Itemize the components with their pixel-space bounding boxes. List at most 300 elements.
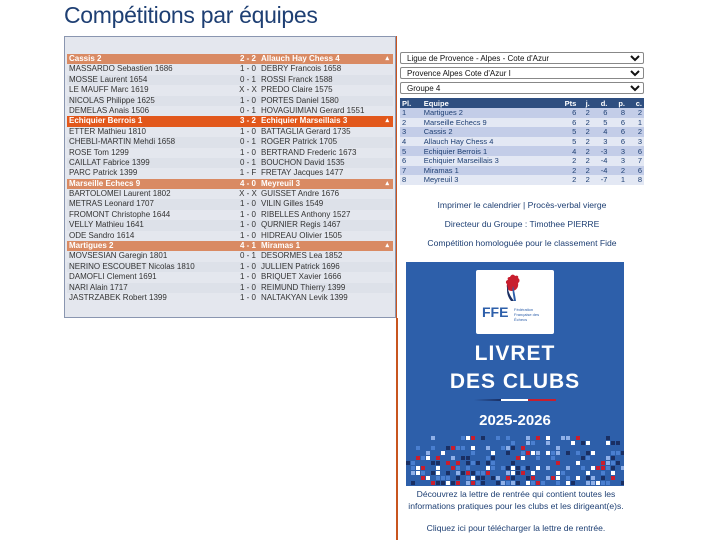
- pixel-square: [586, 451, 590, 455]
- standings-cell: 2: [609, 166, 627, 176]
- score: 1 - 0: [239, 209, 256, 219]
- pixel-square: [431, 436, 435, 440]
- pixel-square: [451, 466, 455, 470]
- pixel-square: [506, 436, 510, 440]
- home-player: ROSE Tom 1299: [69, 147, 129, 157]
- pixel-square: [566, 436, 570, 440]
- home-player: BARTOLOMEI Laurent 1802: [69, 189, 171, 199]
- pixel-square: [476, 476, 480, 480]
- pixel-square: [611, 471, 615, 475]
- pixel-square: [611, 441, 615, 445]
- pixel-square: [556, 461, 560, 465]
- standings-cell: 8: [609, 108, 627, 118]
- pixel-square: [456, 446, 460, 450]
- pixel-square: [616, 461, 620, 465]
- standings-cell: 1: [400, 108, 422, 118]
- pixel-square: [576, 476, 580, 480]
- standings-header-row: [400, 98, 644, 108]
- score: 3 - 2: [239, 116, 256, 126]
- ffe-logo: [476, 270, 554, 334]
- score: 0 - 1: [239, 74, 256, 84]
- pixel-square: [591, 466, 595, 470]
- pixel-square: [586, 481, 590, 485]
- pixel-square: [536, 451, 540, 455]
- pixel-square: [621, 461, 624, 465]
- pixel-square: [556, 471, 560, 475]
- pixel-square: [621, 476, 624, 480]
- header-cell: Pl.: [400, 98, 422, 108]
- standings-row[interactable]: [400, 156, 644, 166]
- pixel-square: [536, 476, 540, 480]
- promo-download-link[interactable]: Cliquez ici pour télécharger la lettre de rentrée.: [426, 523, 606, 533]
- home-player: CHEBLI-MARTIN Mehdi 1658: [69, 137, 176, 147]
- pixel-square: [591, 451, 595, 455]
- pixel-square: [491, 461, 495, 465]
- pixel-square: [501, 481, 505, 485]
- pixel-square: [456, 466, 460, 470]
- pixel-square: [531, 476, 535, 480]
- pixel-square: [591, 461, 595, 465]
- pixel-square: [521, 451, 525, 455]
- standings-cell: 2: [552, 166, 578, 176]
- pixel-square: [586, 476, 590, 480]
- pixel-square: [461, 446, 465, 450]
- standings-cell: 6: [400, 156, 422, 166]
- pixel-square: [471, 436, 475, 440]
- pixel-square: [416, 436, 420, 440]
- score: 4 - 1: [239, 241, 256, 251]
- home-player: NICOLAS Philippe 1625: [69, 95, 155, 105]
- match-header-row[interactable]: [67, 241, 393, 251]
- standings-cell: 4: [400, 137, 422, 147]
- flag-stripe: [474, 399, 556, 401]
- pixel-square: [461, 436, 465, 440]
- game-row: [67, 262, 393, 272]
- away-player: VILIN Gilles 1549: [261, 199, 324, 209]
- pixel-square: [571, 481, 575, 485]
- pixel-square: [606, 441, 610, 445]
- pixel-square: [446, 481, 450, 485]
- competition-select[interactable]: [400, 67, 644, 79]
- pixel-square: [436, 446, 440, 450]
- away-player: BATTAGLIA Gerard 1735: [261, 126, 351, 136]
- collapse-arrow-icon[interactable]: ▴: [385, 242, 389, 250]
- pixel-square: [611, 461, 615, 465]
- home-player: JASTRZABEK Robert 1399: [69, 292, 167, 302]
- pixel-square: [466, 471, 470, 475]
- pixel-square: [441, 461, 445, 465]
- score: 1 - 0: [239, 147, 256, 157]
- score: 1 - 0: [239, 199, 256, 209]
- pixel-square: [481, 471, 485, 475]
- pixel-square: [521, 466, 525, 470]
- pixel-square: [606, 461, 610, 465]
- standings-cell: 6: [609, 127, 627, 137]
- game-row: [67, 168, 393, 178]
- home-team: Martigues 2: [69, 241, 114, 251]
- pixel-square: [611, 451, 615, 455]
- pixel-square: [416, 446, 420, 450]
- pixel-square: [411, 461, 415, 465]
- pixel-square: [486, 461, 490, 465]
- home-player: ETTER Mathieu 1810: [69, 126, 146, 136]
- pixel-square: [486, 476, 490, 480]
- pixel-square: [456, 481, 460, 485]
- pixel-square: [411, 471, 415, 475]
- pixel-square: [446, 471, 450, 475]
- logo-subtext: Fédération Française des Échecs: [514, 307, 540, 322]
- pixel-square: [601, 481, 605, 485]
- standings-row[interactable]: [400, 175, 644, 185]
- pixel-square: [511, 466, 515, 470]
- home-player: DAMOFLI Clement 1691: [69, 272, 157, 282]
- match-header-row[interactable]: [67, 179, 393, 189]
- home-player: VELLY Mathieu 1641: [69, 220, 144, 230]
- pixel-square: [516, 471, 520, 475]
- pixel-square: [451, 481, 455, 485]
- pixel-square: [516, 481, 520, 485]
- pixel-square: [411, 466, 415, 470]
- game-row: [67, 251, 393, 261]
- pixel-square: [506, 446, 510, 450]
- pixel-square: [421, 476, 425, 480]
- pixel-square: [456, 476, 460, 480]
- pixel-square: [471, 476, 475, 480]
- links-area: [400, 200, 644, 257]
- score: 2 - 2: [239, 54, 256, 63]
- game-row: [67, 210, 393, 220]
- pixel-square: [561, 466, 565, 470]
- pixel-square: [441, 476, 445, 480]
- standings-row[interactable]: [400, 146, 644, 156]
- pixel-square: [551, 456, 555, 460]
- pixel-square: [611, 456, 615, 460]
- score: 1 - 0: [239, 261, 256, 271]
- pixel-square: [511, 446, 515, 450]
- home-player: FROMONT Christophe 1644: [69, 209, 171, 219]
- pixel-square: [606, 466, 610, 470]
- collapse-arrow-icon[interactable]: ▴: [385, 55, 389, 62]
- score: 1 - 0: [239, 292, 256, 302]
- standings-body: [400, 108, 644, 185]
- score: 1 - 0: [239, 95, 256, 105]
- matches-list: [67, 54, 393, 303]
- pixel-square: [506, 481, 510, 485]
- header-cell: p.: [609, 98, 627, 108]
- pixel-square: [521, 446, 525, 450]
- standings-cell: -4: [592, 166, 610, 176]
- pixel-square: [436, 466, 440, 470]
- pixel-square: [596, 481, 600, 485]
- pixel-square: [496, 436, 500, 440]
- pixel-square: [466, 466, 470, 470]
- pixel-square: [561, 471, 565, 475]
- pixel-square: [446, 446, 450, 450]
- pixel-square: [451, 471, 455, 475]
- game-row: [67, 64, 393, 74]
- pixel-square: [521, 476, 525, 480]
- standings-cell: 2: [578, 118, 592, 128]
- pixel-square: [561, 436, 565, 440]
- pixel-square: [581, 471, 585, 475]
- game-row: [67, 199, 393, 209]
- divider: [396, 318, 398, 540]
- game-row: [67, 231, 393, 241]
- home-player: NERINO ESCOUBET Nicolas 1810: [69, 261, 195, 271]
- standings-cell: 7: [400, 166, 422, 176]
- pixel-square: [441, 451, 445, 455]
- standings-cell: 3: [609, 146, 627, 156]
- team-name: Miramas 1: [422, 166, 553, 176]
- pixel-square: [606, 481, 610, 485]
- header-cell: d.: [592, 98, 610, 108]
- header-cell: c.: [627, 98, 644, 108]
- standings-cell: 7: [627, 156, 644, 166]
- pixel-square: [436, 481, 440, 485]
- away-player: ROSSI Franck 1588: [261, 74, 333, 84]
- pixel-square: [566, 451, 570, 455]
- pixel-square: [516, 466, 520, 470]
- away-player: NALTAKYAN Levik 1399: [261, 292, 348, 302]
- score: 4 - 0: [239, 178, 256, 188]
- pixel-square: [546, 441, 550, 445]
- standings-cell: 5: [592, 118, 610, 128]
- home-player: ODE Sandro 1614: [69, 230, 135, 240]
- pixel-square: [486, 481, 490, 485]
- away-player: HOVAGUIMIAN Gerard 1551: [261, 105, 365, 115]
- home-player: MOSSE Laurent 1654: [69, 74, 148, 84]
- pixel-square: [491, 451, 495, 455]
- pixel-square: [456, 461, 460, 465]
- score: 1 - 0: [239, 220, 256, 230]
- league-select[interactable]: [400, 52, 644, 64]
- standings-row[interactable]: [400, 137, 644, 147]
- game-row: [67, 220, 393, 230]
- standings-cell: 1: [627, 118, 644, 128]
- score: X - X: [239, 85, 257, 95]
- game-row: [67, 96, 393, 106]
- pixel-square: [616, 471, 620, 475]
- pixel-square: [541, 481, 545, 485]
- home-player: MOVSESIAN Garegin 1801: [69, 251, 168, 261]
- standings-row[interactable]: [400, 166, 644, 176]
- calendar-link[interactable]: Imprimer le calendrier: [437, 200, 521, 210]
- pixel-square: [431, 446, 435, 450]
- standings-cell: 2: [578, 175, 592, 185]
- standings-cell: 2: [627, 108, 644, 118]
- pixel-square: [426, 456, 430, 460]
- pixel-square: [476, 461, 480, 465]
- standings-cell: 5: [552, 137, 578, 147]
- pixel-square: [426, 451, 430, 455]
- pixel-square: [421, 456, 425, 460]
- standings-cell: 2: [578, 156, 592, 166]
- pixel-square: [506, 471, 510, 475]
- standings-cell: 2: [552, 175, 578, 185]
- director-text: Directeur du Groupe : Timothee PIERRE: [444, 219, 600, 229]
- pixel-square: [446, 461, 450, 465]
- away-player: DESORMES Lea 1852: [261, 251, 343, 261]
- pixel-square: [576, 436, 580, 440]
- pixel-square: [551, 451, 555, 455]
- pixel-square: [611, 466, 615, 470]
- pixel-square: [506, 451, 510, 455]
- standings-cell: 2: [400, 118, 422, 128]
- standings-cell: -3: [592, 146, 610, 156]
- score: X - X: [239, 189, 257, 199]
- pixel-square: [501, 446, 505, 450]
- standings-cell: 3: [627, 137, 644, 147]
- pixel-square: [601, 461, 605, 465]
- filters: [400, 52, 644, 97]
- pixel-square: [471, 446, 475, 450]
- away-player: REIMUND Thierry 1399: [261, 282, 346, 292]
- pixel-square: [621, 451, 624, 455]
- pixel-square: [586, 456, 590, 460]
- pixel-square: [606, 456, 610, 460]
- homologation-text: Compétition homologuée pour le classement Fide: [427, 238, 617, 248]
- pv-link[interactable]: Procès-verbal vierge: [527, 200, 607, 210]
- pixel-square: [591, 476, 595, 480]
- pixel-square: [616, 481, 620, 485]
- pixel-square: [501, 441, 505, 445]
- pixel-square: [516, 456, 520, 460]
- pixel-square: [476, 471, 480, 475]
- group-select[interactable]: [400, 82, 644, 94]
- game-row: [67, 106, 393, 116]
- standings-cell: 2: [578, 127, 592, 137]
- away-player: BRIQUET Xavier 1666: [261, 272, 342, 282]
- game-row: [67, 85, 393, 95]
- pixel-square: [536, 466, 540, 470]
- pixel-square: [466, 461, 470, 465]
- promo-year: 2025-2026: [479, 412, 551, 429]
- game-row: [67, 272, 393, 282]
- pixel-square: [561, 461, 565, 465]
- score: 0 - 1: [239, 105, 256, 115]
- score: 1 - 0: [239, 272, 256, 282]
- pixel-square: [556, 481, 560, 485]
- pixel-square: [411, 481, 415, 485]
- pixel-square: [586, 461, 590, 465]
- standings-row[interactable]: [400, 127, 644, 137]
- pixel-square: [431, 481, 435, 485]
- pixel-square: [506, 466, 510, 470]
- standings-cell: 6: [609, 137, 627, 147]
- pixel-square: [486, 446, 490, 450]
- collapse-arrow-icon[interactable]: ▴: [385, 117, 389, 125]
- pixel-square: [451, 446, 455, 450]
- pixel-square: [591, 481, 595, 485]
- standings-cell: 3: [592, 137, 610, 147]
- game-row: [67, 148, 393, 158]
- pixel-square: [526, 436, 530, 440]
- pixel-square: [566, 471, 570, 475]
- pixel-square: [596, 466, 600, 470]
- pixel-square: [486, 456, 490, 460]
- pixel-square: [531, 441, 535, 445]
- standings-cell: -4: [592, 156, 610, 166]
- pixel-square: [421, 446, 425, 450]
- score: 1 - 0: [239, 230, 256, 240]
- pixel-square: [441, 481, 445, 485]
- pixel-square: [461, 481, 465, 485]
- pixel-square: [616, 466, 620, 470]
- matches-panel: [64, 36, 396, 318]
- game-row: [67, 189, 393, 199]
- standings-row[interactable]: [400, 108, 644, 118]
- rooster-icon: [502, 274, 524, 302]
- standings-cell: 2: [627, 127, 644, 137]
- match-header-row[interactable]: [67, 116, 393, 126]
- game-row: [67, 75, 393, 85]
- pixel-square: [431, 471, 435, 475]
- away-player: DEBRY Francois 1658: [261, 64, 342, 74]
- game-row: [67, 293, 393, 303]
- pixel-square: [406, 466, 410, 470]
- divider: [396, 36, 397, 318]
- pixel-square: [621, 466, 624, 470]
- pixel-square: [481, 436, 485, 440]
- promo-title: LIVRET: [474, 342, 556, 365]
- game-row: [67, 158, 393, 168]
- pixel-square: [511, 481, 515, 485]
- pixel-square: [436, 461, 440, 465]
- pixel-square: [531, 471, 535, 475]
- pixel-square: [521, 471, 525, 475]
- match-header-row[interactable]: [67, 54, 393, 64]
- pixel-square: [556, 451, 560, 455]
- pixel-square: [616, 451, 620, 455]
- collapse-arrow-icon[interactable]: ▴: [385, 179, 389, 187]
- pixel-square: [506, 476, 510, 480]
- header-cell: Equipe: [422, 98, 553, 108]
- promo-banner[interactable]: [406, 262, 624, 486]
- home-player: CAILLAT Fabrice 1399: [69, 157, 150, 167]
- standings-cell: 5: [552, 127, 578, 137]
- score: 0 - 1: [239, 137, 256, 147]
- pixel-square: [581, 466, 585, 470]
- away-player: GUISSET Andre 1676: [261, 189, 340, 199]
- pixel-square: [551, 481, 555, 485]
- pixel-square: [491, 476, 495, 480]
- pixel-square: [566, 466, 570, 470]
- pixel-square: [526, 441, 530, 445]
- home-player: LE MAUFF Marc 1619: [69, 85, 149, 95]
- game-row: [67, 283, 393, 293]
- pixel-square: [466, 436, 470, 440]
- score: 1 - 0: [239, 64, 256, 74]
- standings-cell: 8: [400, 175, 422, 185]
- standings-cell: 6: [627, 146, 644, 156]
- standings-table: [400, 98, 644, 185]
- standings-cell: -7: [592, 175, 610, 185]
- promo-title: DES CLUBS: [449, 370, 581, 393]
- pixel-square: [426, 476, 430, 480]
- pixel-square: [596, 461, 600, 465]
- pixel-square: [491, 481, 495, 485]
- pixel-square: [526, 451, 530, 455]
- standings-row[interactable]: [400, 118, 644, 128]
- away-player: PORTES Daniel 1580: [261, 95, 339, 105]
- standings-cell: 6: [552, 118, 578, 128]
- away-team: Echiquier Marseillais 3: [261, 116, 348, 126]
- pixel-square: [586, 471, 590, 475]
- pixel-square: [446, 476, 450, 480]
- pixel-square: [456, 471, 460, 475]
- pixel-square: [616, 441, 620, 445]
- pixel-square: [581, 441, 585, 445]
